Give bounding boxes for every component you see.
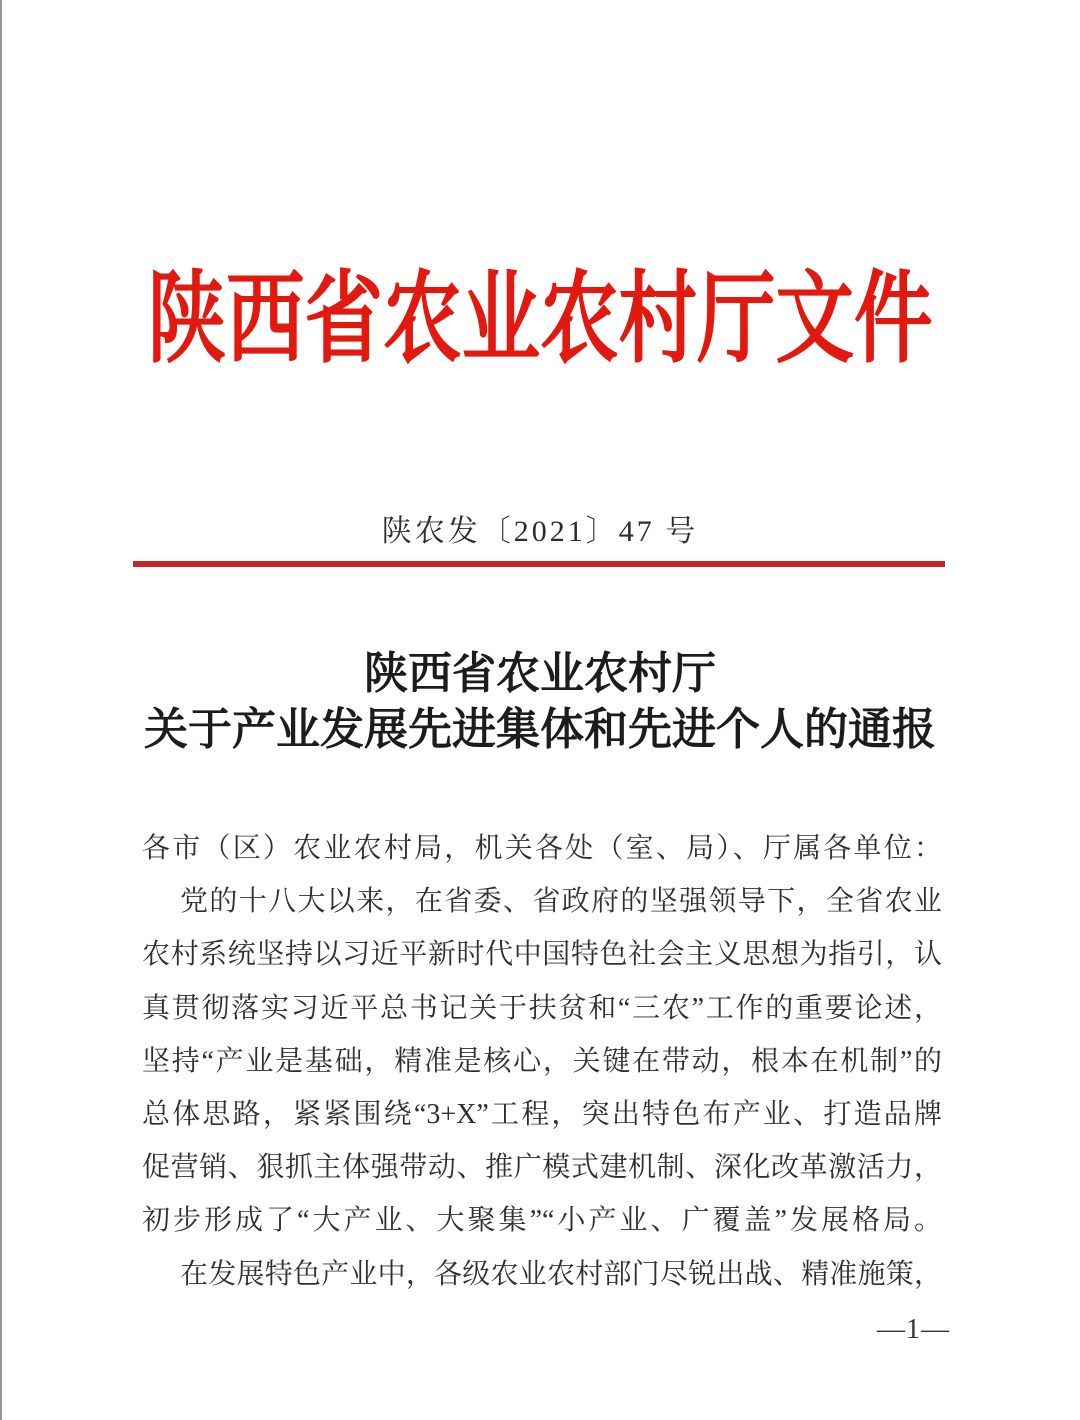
body-line: 党的十八大以来，在省委、省政府的坚强领导下，全省农业 [180, 886, 942, 918]
red-divider-line [133, 561, 945, 567]
document-number: 陕农发〔2021〕47 号 [381, 515, 699, 548]
document-body [142, 822, 942, 1301]
body-line: 农村系统坚持以习近平新时代中国特色社会主义思想为指引，认 [142, 939, 942, 971]
body-line: 初步形成了“大产业、大聚集”“小产业、广覆盖”发展格局。 [142, 1205, 942, 1237]
body-line: 促营销、狠抓主体强带动、推广模式建机制、深化改革激活力， [142, 1152, 942, 1184]
document-title-line2: 关于产业发展先进集体和先进个人的通报 [144, 705, 936, 754]
body-line: 坚持“产业是基础，精准是核心，关键在带动，根本在机制”的 [142, 1045, 942, 1077]
document-header-banner: 陕西省农业农村厅文件 [147, 264, 933, 375]
document-title [0, 646, 1080, 758]
body-line: 真贯彻落实习近平总书记关于扶贫和“三农”工作的重要论述， [142, 992, 942, 1024]
document-title-line1: 陕西省农业农村厅 [364, 649, 716, 698]
salutation-line: 各市（区）农业农村局，机关各处（室、局）、厅属各单位： [142, 833, 942, 864]
body-line: 总体思路，紧紧围绕“3+X”工程，突出特色布产业、打造品牌 [142, 1098, 942, 1130]
body-line: 在发展特色产业中，各级农业农村部门尽锐出战、精准施策， [180, 1258, 942, 1290]
page-number: —1— [877, 1314, 950, 1345]
